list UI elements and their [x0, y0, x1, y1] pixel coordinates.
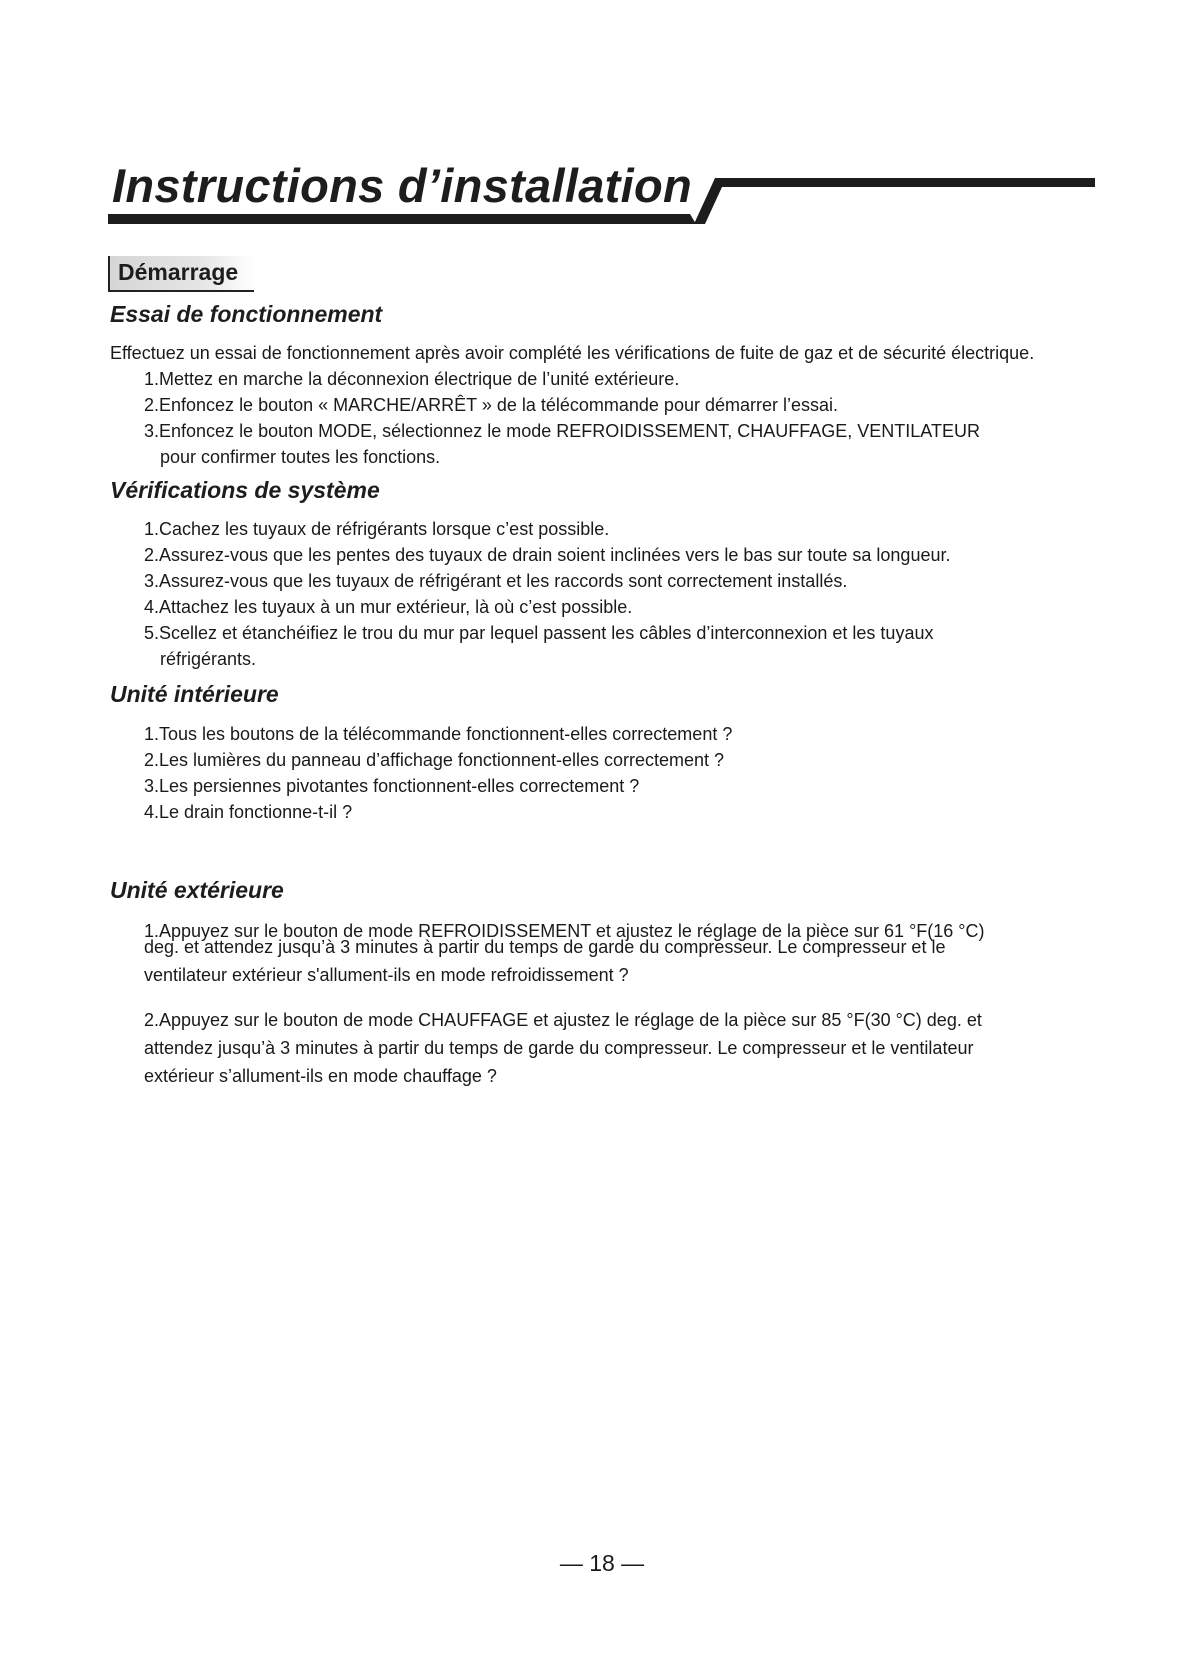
list-item: 4.Attachez les tuyaux à un mur extérieur, là où c’est possible. — [144, 597, 633, 617]
interieure-heading: Unité intérieure — [110, 681, 279, 707]
list-item: 1.Tous les boutons de la télécommande fonctionnent-elles correctement ? — [144, 724, 733, 744]
section-label: Démarrage — [118, 259, 239, 285]
list-item: 3.Les persiennes pivotantes fonctionnent-elles correctement ? — [144, 776, 640, 796]
list-item: 3.Enfoncez le bouton MODE, sélectionnez le mode REFROIDISSEMENT, CHAUFFAGE, VENTILATEUR pour confirmer toutes les fonctions. — [144, 421, 980, 467]
list-item: 2.Les lumières du panneau d’affichage fonctionnent-elles correctement ? — [144, 750, 725, 770]
list-item: 2.Assurez-vous que les pentes des tuyaux de drain soient inclinées vers le bas sur toute sa longueur. — [144, 545, 951, 565]
list-item: 5.Scellez et étanchéifiez le trou du mur par lequel passent les câbles d’interconnexion et les tuyaux réfrigérants. — [144, 623, 934, 669]
page-header — [108, 150, 1098, 230]
interieure-list — [144, 721, 732, 825]
list-item: 1.Mettez en marche la déconnexion électrique de l’unité extérieure. — [144, 369, 680, 389]
list-item: 2.Enfoncez le bouton « MARCHE/ARRÊT » de la télécommande pour démarrer l’essai. — [144, 395, 839, 415]
section-tag — [108, 256, 254, 292]
exterieure-item-1: 1.Appuyez sur le bouton de mode REFROIDISSEMENT et ajustez le réglage de la pièce sur 61 °F(16 °C) deg. et attendez jusqu’à 3 minutes à partir du temps de garde du compresseur. Le compresseur et le ventilateur extérieur s'allument-ils en mode refroidissement ? — [144, 921, 985, 985]
exterieure-heading: Unité extérieure — [110, 877, 284, 903]
exterieure-item-2: 2.Appuyez sur le bouton de mode CHAUFFAGE et ajustez le réglage de la pièce sur 85 °F(30 °C) deg. et attendez jusqu’à 3 minutes à partir du temps de garde du compresseur. Le compresseur et le ventilateur extérieur s’allument-ils en mode chauffage ? — [144, 1010, 982, 1086]
essai-intro: Effectuez un essai de fonctionnement après avoir complété les vérifications de fuite de gaz et de sécurité électrique. — [110, 343, 1035, 363]
essai-heading: Essai de fonctionnement — [110, 301, 383, 327]
essai-list — [144, 366, 980, 470]
page-number: — 18 — — [559, 1550, 645, 1576]
page-title: Instructions d’installation — [112, 159, 692, 212]
verif-heading: Vérifications de système — [110, 477, 380, 503]
verif-list — [144, 516, 950, 672]
list-item: 1.Cachez les tuyaux de réfrigérants lorsque c’est possible. — [144, 519, 610, 539]
list-item: 3.Assurez-vous que les tuyaux de réfrigérant et les raccords sont correctement installés. — [144, 571, 848, 591]
list-item: 4.Le drain fonctionne-t-il ? — [144, 802, 353, 822]
